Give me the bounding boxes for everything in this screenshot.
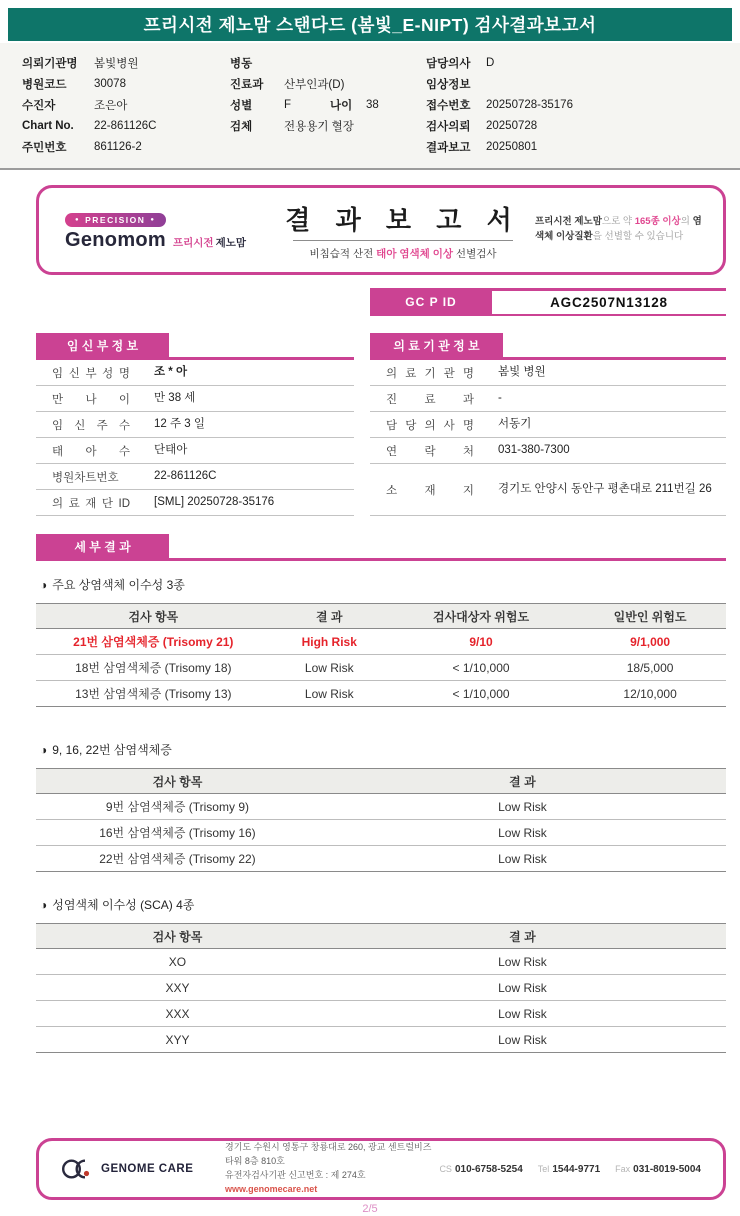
row-label: 임 신 주 수: [52, 419, 130, 432]
report-note: [535, 215, 707, 244]
header-row-requesting-org: [22, 52, 230, 73]
other-trisomy-table: [36, 768, 726, 872]
report-subtitle: [275, 246, 531, 261]
row-label: 담 당 의 사 명: [386, 419, 474, 432]
note-text: 의: [680, 216, 693, 228]
row-label: 의 료 기 관 명: [386, 367, 474, 380]
sca-result-table: [36, 923, 726, 1053]
subject-risk: < 1/10,000: [388, 681, 574, 707]
table-row-trisomy9: [36, 794, 726, 820]
field-value: D: [486, 56, 495, 69]
mother-info-section: [36, 333, 354, 516]
half-circle-icon: ◑: [40, 898, 48, 912]
test-item: 16번 삼염색체증 (Trisomy 16): [36, 820, 319, 846]
half-circle-icon: ◑: [40, 578, 48, 592]
table-row: [36, 386, 354, 412]
table-row-trisomy13: [36, 681, 726, 707]
col-header: 검사대상자 위험도: [388, 604, 574, 629]
footer-address: [219, 1141, 439, 1197]
field-value: 38: [366, 98, 379, 111]
table-row: [36, 490, 354, 516]
precision-badge: ● PRECISION ●: [65, 213, 166, 227]
footer-logo-text: GENOME CARE: [101, 1163, 194, 1175]
table-row: [36, 360, 354, 386]
cs-label: CS: [439, 1163, 452, 1174]
mother-info-title: 임 신 부 정 보: [36, 333, 169, 357]
header-row-sex-age: [230, 94, 426, 115]
fax-contact: [615, 1164, 701, 1175]
test-item: 18번 삼염색체증 (Trisomy 18): [36, 655, 271, 681]
cs-number: 010-6758-5254: [454, 1163, 523, 1175]
table-row: [370, 438, 726, 464]
row-label: 만 나 이: [52, 393, 130, 406]
table-header-row: [36, 604, 726, 629]
title-divider: [293, 240, 513, 241]
field-value: 봄빛병원: [94, 57, 139, 70]
tel-number: 1544-9771: [552, 1163, 601, 1175]
genomom-logo: [65, 208, 271, 252]
field-value: 22-861126C: [94, 119, 157, 132]
field-label: 결과보고: [426, 141, 471, 154]
subject-risk: < 1/10,000: [388, 655, 574, 681]
field-value: 전용용기 혈장: [284, 120, 354, 133]
brand-name: Genomom: [65, 229, 166, 251]
test-item: 21번 삼염색체증 (Trisomy 21): [36, 629, 271, 655]
row-value: [SML] 20250728-35176: [154, 495, 275, 508]
test-result: Low Risk: [319, 794, 726, 820]
subsection-title-other-trisomy: [40, 741, 726, 758]
field-label: 접수번호: [426, 99, 471, 112]
field-label: 병원코드: [22, 78, 67, 91]
note-bold: 염색체 이상질환: [535, 216, 702, 242]
row-value: -: [498, 391, 502, 404]
row-label: 병원차트번호: [52, 471, 119, 484]
gcpid-label: GC P ID: [370, 291, 492, 314]
genome-care-logo: [61, 1157, 219, 1181]
row-label: 소 재 지: [386, 484, 474, 497]
subtitle-text: 선별검사: [453, 247, 497, 260]
fax-number: 031-8019-5004: [633, 1163, 701, 1175]
test-item: XXX: [36, 1001, 319, 1027]
report-body: [36, 185, 726, 1053]
field-label: Chart No.: [22, 119, 74, 132]
table-row: [370, 412, 726, 438]
subsection-text: 주요 상염색체 이수성 3종: [52, 578, 185, 592]
table-row-xxy: [36, 975, 726, 1001]
table-row: [370, 464, 726, 516]
field-label: 담당의사: [426, 57, 471, 70]
col-header: 일반인 위험도: [574, 604, 726, 629]
genome-care-logo-icon: [61, 1157, 95, 1181]
test-item: XYY: [36, 1027, 319, 1053]
note-highlight: 165종 이상: [634, 216, 681, 228]
test-item: 13번 삼염색체증 (Trisomy 13): [36, 681, 271, 707]
banner-title: 프리시전 제노맘 스탠다드 (봄빛_E-NIPT) 검사결과보고서: [143, 15, 597, 35]
patient-header-col1: [22, 52, 230, 157]
col-header: 검사 항목: [36, 769, 319, 794]
row-value: 22-861126C: [154, 469, 217, 482]
gcpid-value: AGC2507N13128: [550, 295, 668, 310]
half-circle-icon: ◑: [40, 743, 48, 757]
page-number: 2/5: [362, 1203, 378, 1215]
test-result: Low Risk: [271, 681, 388, 707]
mother-info-table: [36, 360, 354, 516]
field-value: F: [284, 98, 292, 111]
row-label: 태 아 수: [52, 445, 130, 458]
tel-label: Tel: [537, 1163, 550, 1174]
header-row-clinical-info: [426, 73, 740, 94]
table-row-trisomy22: [36, 846, 726, 872]
col-header: 검사 항목: [36, 604, 271, 629]
row-label: 의 료 재 단 ID: [52, 497, 130, 510]
table-header-row: [36, 924, 726, 949]
test-result: High Risk: [271, 629, 388, 655]
test-result: Low Risk: [271, 655, 388, 681]
header-row-department: [230, 73, 426, 94]
population-risk: 12/10,000: [574, 681, 726, 707]
row-value: 경기도 안양시 동안구 평촌대로 211번길 26: [498, 482, 712, 495]
fax-label: Fax: [615, 1163, 631, 1174]
note-text: 을 선별할 수 있습니다: [592, 231, 684, 242]
address-line2: 유전자검사기관 신고번호 : 제 274호: [225, 1170, 366, 1180]
test-result: Low Risk: [319, 975, 726, 1001]
field-label: 진료과: [230, 78, 264, 91]
field-value: 20250728-35176: [486, 98, 573, 111]
patient-header-block: [0, 43, 740, 170]
population-risk: 9/1,000: [574, 629, 726, 655]
clinic-info-table: [370, 360, 726, 516]
test-result: Low Risk: [319, 949, 726, 975]
test-item: 22번 삼염색체증 (Trisomy 22): [36, 846, 319, 872]
field-label: 성별: [230, 99, 253, 112]
table-row-xo: [36, 949, 726, 975]
subsection-title-sca: [40, 896, 726, 913]
field-value: 861126-2: [94, 140, 142, 153]
subsection-text: 9, 16, 22번 삼염색체증: [52, 743, 172, 757]
row-value: 서동기: [498, 417, 532, 430]
subsection-title-autosome: [40, 576, 726, 593]
row-label: 연 락 처: [386, 445, 474, 458]
field-label: 병동: [230, 57, 253, 70]
table-row: [370, 360, 726, 386]
footer-box: [36, 1138, 726, 1200]
report-title: 결 과 보 고 서: [285, 204, 521, 235]
autosome-result-table: [36, 603, 726, 707]
field-label: 검체: [230, 120, 253, 133]
header-row-request-date: [426, 115, 740, 136]
subject-risk: 9/10: [388, 629, 574, 655]
field-value: 조은아: [94, 99, 128, 112]
field-value: 산부인과(D): [284, 78, 345, 91]
table-row: [370, 386, 726, 412]
row-value: 만 38 세: [154, 391, 196, 404]
report-title-box: [36, 185, 726, 275]
table-row-trisomy18: [36, 655, 726, 681]
table-row-trisomy21: [36, 629, 726, 655]
test-result: Low Risk: [319, 1027, 726, 1053]
population-risk: 18/5,000: [574, 655, 726, 681]
test-item: XXY: [36, 975, 319, 1001]
field-value: 20250728: [486, 119, 538, 132]
row-label: 진 료 과: [386, 393, 474, 406]
table-row: [36, 438, 354, 464]
test-item: XO: [36, 949, 319, 975]
field-label: 나이: [330, 99, 353, 112]
gcpid-strip: [370, 288, 726, 316]
field-value: 20250801: [486, 140, 538, 153]
website-link[interactable]: www.genomecare.net: [225, 1183, 318, 1194]
detail-results-section: [36, 534, 726, 561]
header-row-patient: [22, 94, 230, 115]
table-row-xxx: [36, 1001, 726, 1027]
detail-results-title: 세 부 결 과: [36, 534, 169, 558]
row-value: 031-380-7300: [498, 443, 570, 456]
header-row-specimen: [230, 115, 426, 136]
patient-header-col3: [426, 52, 740, 157]
report-banner: [8, 8, 732, 41]
subsection-text: 성염색체 이수성 (SCA) 4종: [52, 898, 195, 912]
field-label: 의뢰기관명: [22, 57, 78, 70]
test-result: Low Risk: [319, 820, 726, 846]
row-label: 임 신 부 성 명: [52, 367, 130, 380]
row-value: 12 주 3 일: [154, 417, 205, 430]
table-row-trisomy16: [36, 820, 726, 846]
header-row-ward: [230, 52, 426, 73]
col-header: 결 과: [319, 924, 726, 949]
address-line1: 경기도 수원시 영통구 창룡대로 260, 광교 센트럴비즈타워 8층 810호: [225, 1142, 432, 1167]
col-header: 검사 항목: [36, 924, 319, 949]
clinic-info-title: 의 료 기 관 정 보: [370, 333, 503, 357]
subtitle-highlight: 태아 염색체 이상: [376, 247, 454, 260]
clinic-info-section: [370, 333, 726, 516]
test-item: 9번 삼염색체증 (Trisomy 9): [36, 794, 319, 820]
field-label: 검사의뢰: [426, 120, 471, 133]
test-result: Low Risk: [319, 846, 726, 872]
brand-sub-pink: 프리시전: [173, 237, 214, 249]
header-row-doctor: [426, 52, 740, 73]
note-text: 으로 약: [601, 216, 635, 228]
brand-sub-dark: 제노맘: [215, 237, 247, 249]
col-header: 결 과: [271, 604, 388, 629]
row-value: 조 * 아: [154, 365, 188, 378]
header-row-receipt-no: [426, 94, 740, 115]
field-label: 임상정보: [426, 78, 471, 91]
field-value: 30078: [94, 77, 126, 90]
row-value: 단태아: [154, 443, 188, 456]
col-header: 결 과: [319, 769, 726, 794]
header-row-hospital-code: [22, 73, 230, 94]
patient-header-col2: [230, 52, 426, 157]
report-title-center: [271, 200, 535, 261]
subtitle-text: 비침습적 산전: [309, 247, 377, 260]
note-bold: 프리시전 제노맘: [535, 216, 602, 228]
row-value: 봄빛 병원: [498, 365, 546, 378]
tel-contact: [538, 1164, 600, 1175]
test-result: Low Risk: [319, 1001, 726, 1027]
table-row-xyy: [36, 1027, 726, 1053]
footer-contacts: [439, 1164, 701, 1175]
header-row-chart-no: [22, 115, 230, 136]
table-header-row: [36, 769, 726, 794]
header-row-resident-no: [22, 136, 230, 157]
field-label: 주민번호: [22, 141, 67, 154]
cs-contact: [439, 1164, 522, 1175]
field-label: 수진자: [22, 99, 56, 112]
table-row: [36, 412, 354, 438]
table-row: [36, 464, 354, 490]
header-row-report-date: [426, 136, 740, 157]
